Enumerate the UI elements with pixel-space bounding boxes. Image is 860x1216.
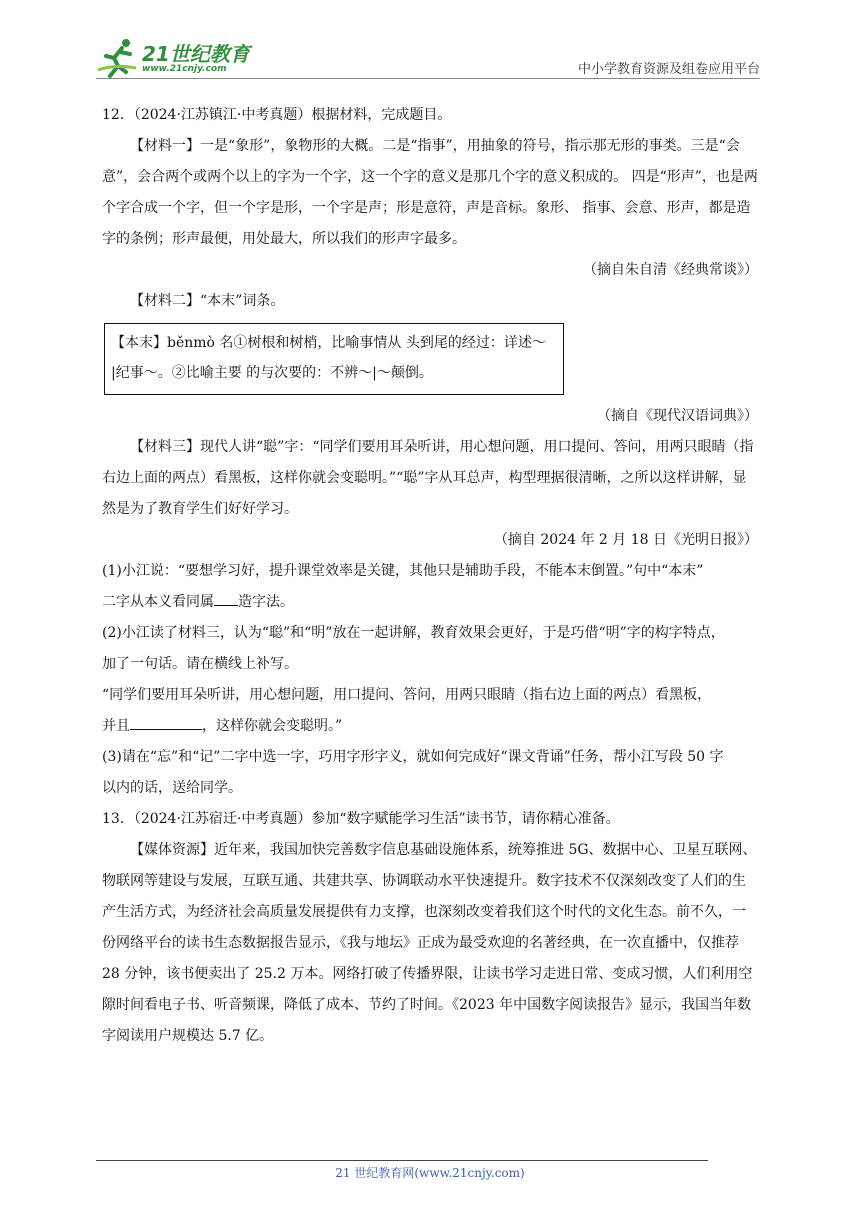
media-resource: 【媒体资源】近年来，我国加快完善数字信息基础设施体系，统筹推进 5G、数据中心、卫星互联网、物联网等建设与发展，互联互通、共建共享、协调联动水平快速提升。数字技术不仅深刻改变了人们的生产生活方式，为经济社会高质量发展提供有力支撑，也深刻改变着我们这个时代的文化生态。前不久，一份网络平台的读书生态数据报告显示，《我与地坛》正成为最受欢迎的名著经典，在一次直播中，仅推荐 28 分钟，该书便卖出了 25.2 万本。网络打破了传播界限，让读书学习走进日常、变成习惯，人们利用空隙时间看电子书、听音频课，降低了成本、节约了时间。《2023 年中国数字阅读报告》显示，我国当年数字阅读用户规模达 5.7 亿。 bbox=[102, 842, 757, 1044]
platform-name: 中小学教育资源及组卷应用平台 bbox=[577, 62, 760, 77]
header-divider bbox=[96, 78, 760, 79]
page-header bbox=[96, 36, 760, 80]
logo[interactable] bbox=[96, 36, 266, 80]
sub-question-1: (1)小江说：“要想学习好，提升课堂效率是关键，其他只是辅助手段，不能本末倒置。”句中“本末” 二字从本义看同属 造字法。 bbox=[102, 563, 704, 610]
runner-logo-icon bbox=[96, 36, 140, 80]
material-1-source: （摘自朱自清《经典常谈》） bbox=[583, 262, 758, 278]
answer-blank[interactable] bbox=[214, 589, 238, 606]
logo-text: 21世纪教育 bbox=[142, 42, 250, 66]
material-2-source: （摘自《现代汉语词典》） bbox=[597, 408, 758, 424]
footer-link[interactable]: 21 世纪教育网(www.21cnjy.com) bbox=[335, 1166, 525, 1180]
sub-question-3: (3)请在“忘”和“记”二字中选一字，巧用字形字义，就如何完成好“课文背诵”任务，帮小江写段 50 字 以内的话，送给同学。 bbox=[102, 749, 724, 796]
answer-blank[interactable] bbox=[130, 713, 202, 730]
material-2-title: 【材料二】“本末”词条。 bbox=[130, 293, 285, 309]
material-1: 【材料一】一是“象形”，象物形的大概。二是“指事”，用抽象的符号，指示那无形的事类。三是“会意”，会合两个或两个以上的字为一个字，这一个字的意义是那几个字的意义积成的。 四是“形声”，也是两个字合成一个字，但一个字是形，一个字是声；形是意符，声是音标。象形、 指事、会意、形声，都是造字的条例；形声最便，用处最大，所以我们的形声字最多。 bbox=[102, 138, 758, 247]
footer-divider bbox=[96, 1160, 708, 1161]
logo-url: www.21cnjy.com bbox=[142, 64, 227, 74]
dictionary-entry-box bbox=[104, 323, 564, 395]
sub-question-2: (2)小江读了材料三，认为“聪”和“明”放在一起讲解，教育效果会更好，于是巧借“明”字的构字特点， 加了一句话。请在横线上补写。 “同学们要用耳朵听讲，用心想问题，用口提问、答问，用两只眼睛（指右边上面的两点）看黑板， 并且 ，这样你就会变聪明。” bbox=[102, 625, 725, 734]
material-3: 【材料三】现代人讲“聪”字：“同学们要用耳朵听讲，用心想问题，用口提问、答问，用两只眼睛（指右边上面的两点）看黑板，这样你就会变聪明。”“聪”字从耳总声，构型理据很清晰，之所以这样讲解，显然是为了教育学生们好好学习。 bbox=[102, 439, 754, 517]
q13-title: 13．（2024·江苏宿迁·中考真题）参加“数字赋能学习生活”读书节，请你精心准备。 bbox=[102, 811, 620, 827]
material-3-source: （摘自 2024 年 2 月 18 日《光明日报》） bbox=[493, 532, 758, 548]
document-body bbox=[102, 100, 758, 1052]
q12-title: 12．（2024·江苏镇江·中考真题）根据材料，完成题目。 bbox=[102, 107, 452, 123]
dictionary-entry-line: |纪事～。②比喻主要 的与次要的：不辨～|～颠倒。 bbox=[111, 365, 433, 381]
dictionary-entry-line: 【本末】běnmò 名①树根和树梢，比喻事情从 头到尾的经过：详述～ bbox=[111, 335, 546, 351]
